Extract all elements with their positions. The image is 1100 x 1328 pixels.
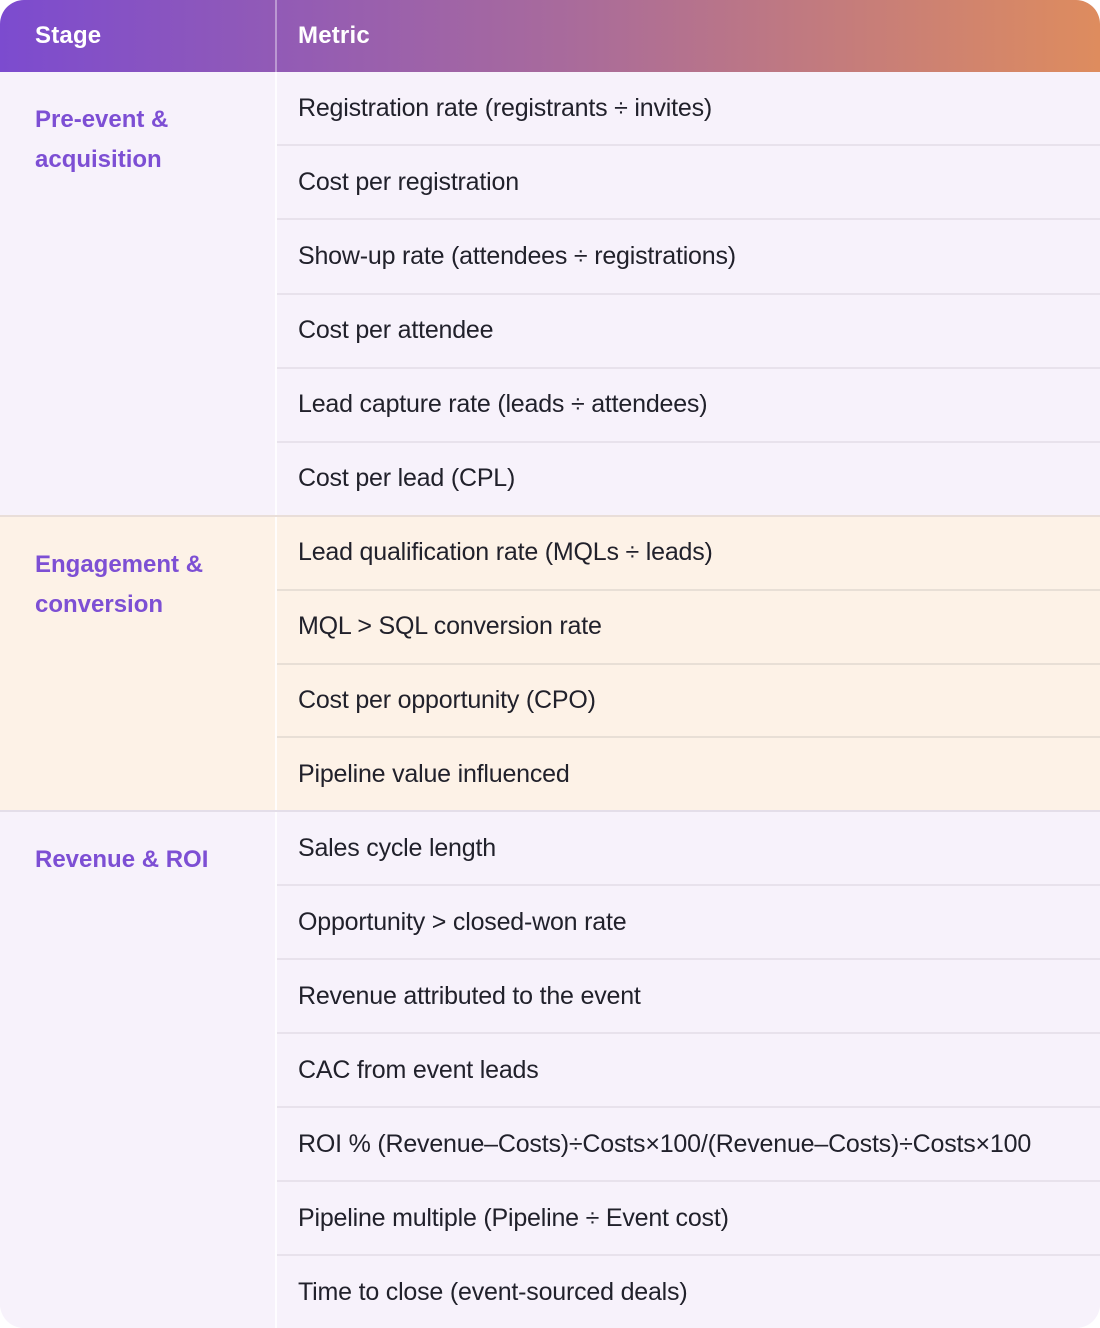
- metric-row: Opportunity > closed-won rate: [277, 884, 1100, 958]
- metric-row: CAC from event leads: [277, 1032, 1100, 1106]
- metric-row: Cost per opportunity (CPO): [277, 663, 1100, 737]
- metric-row: Pipeline value influenced: [277, 736, 1100, 810]
- metric-row: ROI % (Revenue–Costs)÷Costs×100/(Revenue–Costs)÷Costs×100: [277, 1106, 1100, 1180]
- metric-row: Pipeline multiple (Pipeline ÷ Event cost): [277, 1180, 1100, 1254]
- metric-row: Registration rate (registrants ÷ invites): [298, 93, 713, 122]
- metric-row: Lead qualification rate (MQLs ÷ leads): [298, 538, 713, 567]
- metrics-column: [277, 812, 1100, 1328]
- metric-row: Cost per registration: [277, 144, 1100, 218]
- metric-row: Cost per lead (CPL): [277, 441, 1100, 515]
- metric-row: Revenue attributed to the event: [277, 958, 1100, 1032]
- metric-row: MQL > SQL conversion rate: [277, 589, 1100, 663]
- metric-row: Lead capture rate (leads ÷ attendees): [277, 367, 1100, 441]
- metric-row: Sales cycle length: [298, 833, 496, 862]
- stage-label-pre-event-acquisition: Pre-event & acquisition: [0, 72, 277, 515]
- metric-row: Show-up rate (attendees ÷ registrations): [277, 218, 1100, 292]
- metric-row: Time to close (event-sourced deals): [277, 1254, 1100, 1328]
- group-pre-event-acquisition: [0, 72, 1100, 515]
- stage-label-revenue-roi: Revenue & ROI: [0, 812, 277, 1328]
- metrics-column: [277, 72, 1100, 515]
- metric-row: Cost per attendee: [277, 293, 1100, 367]
- table-header-row: [0, 0, 1100, 72]
- group-engagement-conversion: [0, 515, 1100, 810]
- group-revenue-roi: [0, 810, 1100, 1328]
- stage-label-engagement-conversion: Engagement & conversion: [0, 517, 277, 810]
- stage-column-header: Stage: [0, 0, 277, 72]
- metric-column-header: Metric: [298, 22, 370, 49]
- metrics-column: [277, 517, 1100, 810]
